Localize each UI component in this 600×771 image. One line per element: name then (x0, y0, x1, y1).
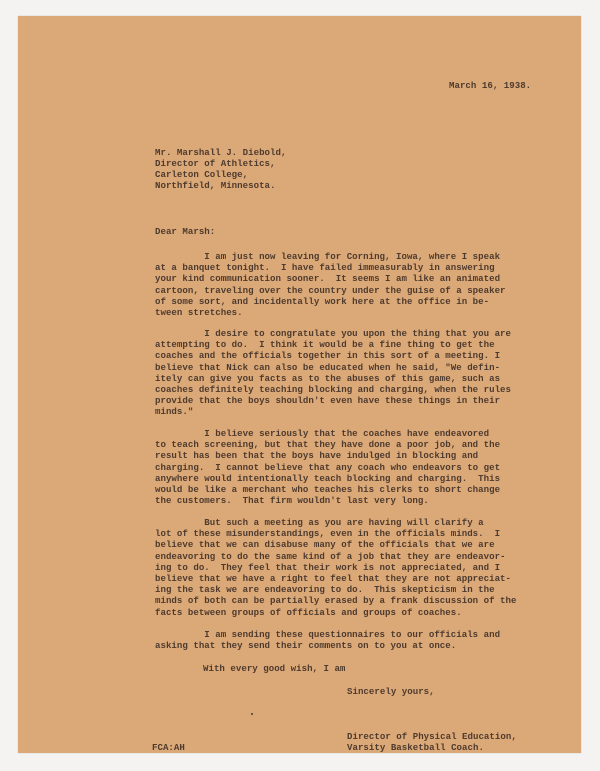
paragraph-line: asking that they send their comments on to you at once. (155, 640, 457, 652)
paragraph-line: believe that we have a right to feel that they are not appreciat- (155, 573, 512, 584)
signature-title-line: Director of Physical Education, (347, 731, 517, 742)
letter-date: March 16, 1938. (449, 80, 532, 91)
paragraph-line: ing the task we are endeavoring to do. This skepticism in the (155, 584, 495, 596)
address-line: Mr. Marshall J. Diebold, (155, 147, 287, 158)
paragraph-line: I am just now leaving for Corning, Iowa, where I speak (155, 251, 501, 262)
signature-title-line: Varsity Basketball Coach. (347, 742, 484, 753)
paragraph-line: of some sort, and incidentally work here at the office in be- (155, 295, 490, 307)
address-line: Carleton College, (155, 169, 249, 180)
paragraph-line: itely can give you facts as to the abuses of this game, such as (155, 372, 501, 384)
ink-speck (251, 713, 253, 715)
address-line: Director of Athletics, (155, 158, 276, 169)
paragraph-line: cartoon, traveling over the country under the guise of a speaker (155, 284, 506, 296)
salutation: Dear Marsh: (155, 226, 216, 237)
address-line: Northfield, Minnesota. (155, 180, 276, 191)
paragraph-line: to teach screening, but that they have done a poor job, and the (155, 439, 501, 451)
paragraph-line: coaches definitely teaching blocking and charging, when the rules (155, 384, 512, 395)
paragraph-line: lot of these misunderstandings, even in the officials minds. I (155, 528, 501, 540)
paragraph-line: your kind communication sooner. It seems I am like an animated (155, 273, 501, 285)
paragraph-line: anywhere would intentionally teach blocking and charging. This (155, 472, 501, 484)
paragraph-line: believe that we can disabuse many of the officials that we are (155, 539, 495, 551)
paragraph-line: ing to do. They feel that their work is not appreciated, and I (155, 561, 501, 573)
paragraph-line: believe that Nick can also be educated when he said, "We defin- (155, 361, 501, 373)
paragraph-line: at a banquet tonight. I have failed immeasurably in answering (155, 262, 495, 274)
paragraph-line: charging. I cannot believe that any coach who endeavors to get (155, 461, 501, 473)
paragraph-line: But such a meeting as you are having will clarify a (155, 517, 484, 528)
paragraph-line: the customers. That firm wouldn't last very long. (155, 495, 429, 507)
paragraph-line: tween stretches. (155, 307, 243, 318)
paragraph-line: I desire to congratulate you upon the thing that you are (155, 328, 512, 339)
paragraph-line: I believe seriously that the coaches have endeavored (155, 428, 490, 439)
complimentary-close: Sincerely yours, (347, 686, 435, 697)
paragraph-line: coaches and the officials together in this sort of a meeting. I (155, 350, 501, 362)
paragraph-line: result has been that the boys have indulged in blocking and (155, 450, 479, 462)
paragraph-line: provide that the boys shouldn't even have these things in their (155, 395, 501, 407)
paragraph-line: minds." (155, 406, 194, 418)
paragraph-line: facts between groups of officials and groups of coaches. (155, 606, 462, 618)
paragraph-line: attempting to do. I think it would be a fine thing to get the (155, 339, 495, 351)
paragraph-line: I am sending these questionnaires to our officials and (155, 629, 501, 640)
paragraph-line: would be like a merchant who teaches his clerks to short change (155, 484, 501, 495)
paragraph-line: minds of both can be partially erased by a frank discussion of the (155, 595, 517, 607)
reference-initials: FCA:AH (152, 742, 185, 753)
paragraph-line: endeavoring to do the same kind of a job that they are endeavor- (155, 550, 506, 562)
closing-wish: With every good wish, I am (203, 663, 346, 674)
